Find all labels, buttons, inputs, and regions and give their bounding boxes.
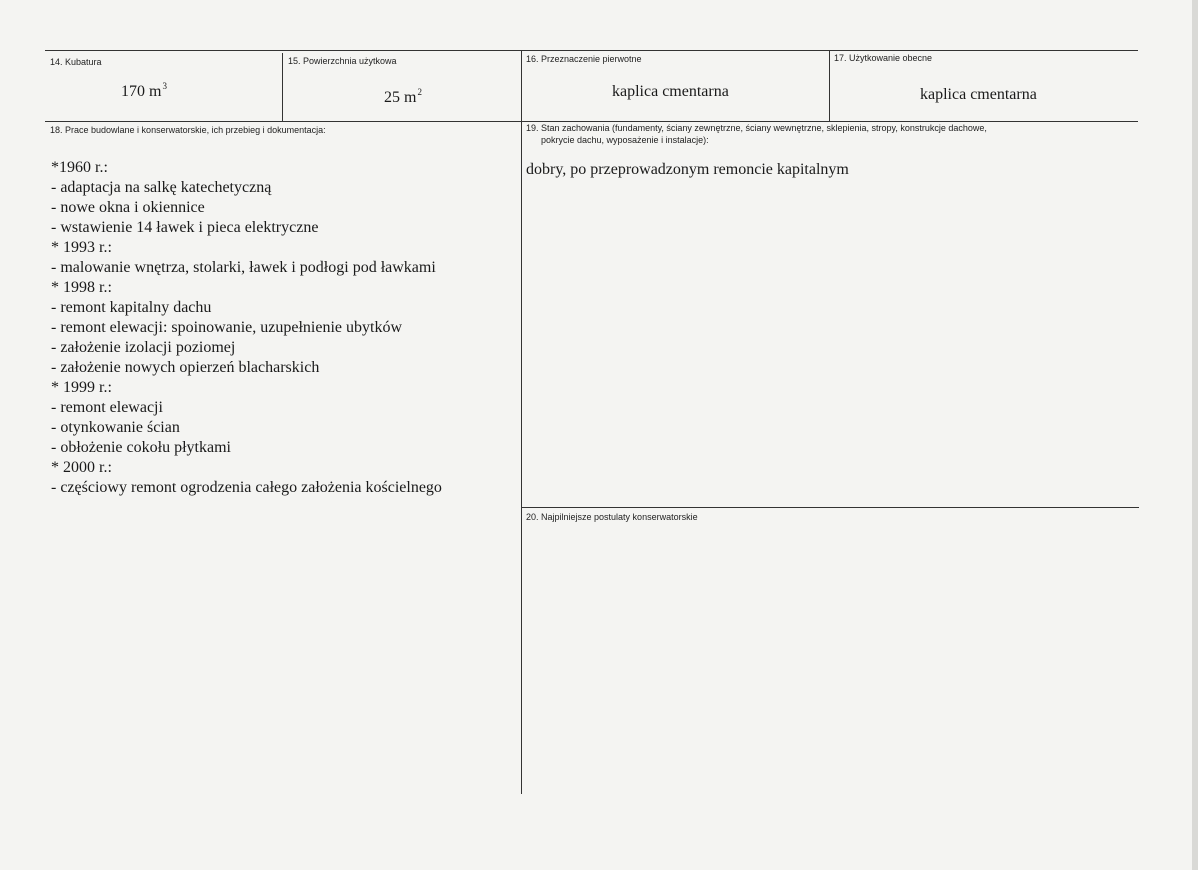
field-15-number: 25 m (384, 89, 417, 106)
list-item: * 1993 r.: (51, 239, 112, 256)
list-item: - remont elewacji (51, 399, 163, 416)
list-item: - wstawienie 14 ławek i pieca elektryczne (51, 219, 319, 236)
field-18-works-list (51, 158, 511, 498)
field-19-label-line1: 19. Stan zachowania (fundamenty, ściany zewnętrzne, ściany wewnętrzne, sklepienia, stropy, konstrukcje dachowe, (526, 123, 987, 133)
row1-bottom-rule (45, 121, 1138, 122)
divider-14-15 (282, 53, 283, 121)
field-15-value (384, 87, 422, 107)
list-item: * 1998 r.: (51, 279, 112, 296)
list-item: - remont elewacji: spoinowanie, uzupełnienie ubytków (51, 319, 403, 336)
field-20-label: 20. Najpilniejsze postulaty konserwatorskie (526, 512, 698, 522)
field-16-label: 16. Przeznaczenie pierwotne (526, 54, 642, 64)
page-edge (1192, 0, 1198, 870)
list-item: *1960 r.: (51, 159, 108, 176)
field-14-value (121, 81, 167, 101)
field-15-label: 15. Powierzchnia użytkowa (288, 56, 397, 66)
list-item: - adaptacja na salkę katechetyczną (51, 179, 272, 196)
list-item: - malowanie wnętrza, stolarki, ławek i podłogi pod ławkami (51, 259, 436, 276)
list-item: - obłożenie cokołu płytkami (51, 439, 231, 456)
list-item: - otynkowanie ścian (51, 419, 180, 436)
list-item: - remont kapitalny dachu (51, 299, 212, 316)
section20-top-rule (522, 507, 1139, 508)
list-item: * 1999 r.: (51, 379, 112, 396)
list-item: - założenie nowych opierzeń blacharskich (51, 359, 320, 376)
field-17-label: 17. Użytkowanie obecne (834, 53, 933, 63)
field-14-exponent: 3 (162, 81, 167, 91)
divider-15-16 (521, 51, 522, 794)
top-rule (45, 50, 1138, 51)
field-18-label: 18. Prace budowlane i konserwatorskie, ich przebieg i dokumentacja: (50, 125, 326, 135)
field-19-value: dobry, po przeprowadzonym remoncie kapitalnym (526, 161, 849, 178)
field-14-label: 14. Kubatura (50, 57, 102, 67)
list-item: - nowe okna i okiennice (51, 199, 205, 216)
list-item: * 2000 r.: (51, 459, 112, 476)
field-15-exponent: 2 (417, 87, 422, 97)
field-16-value: kaplica cmentarna (612, 83, 729, 100)
field-17-value: kaplica cmentarna (920, 86, 1037, 103)
list-item: - częściowy remont ogrodzenia całego założenia kościelnego (51, 479, 442, 496)
list-item: - założenie izolacji poziomej (51, 339, 236, 356)
field-14-number: 170 m (121, 83, 162, 100)
divider-16-17 (829, 51, 830, 121)
field-19-label-line2: pokrycie dachu, wyposażenie i instalacje): (541, 135, 709, 145)
